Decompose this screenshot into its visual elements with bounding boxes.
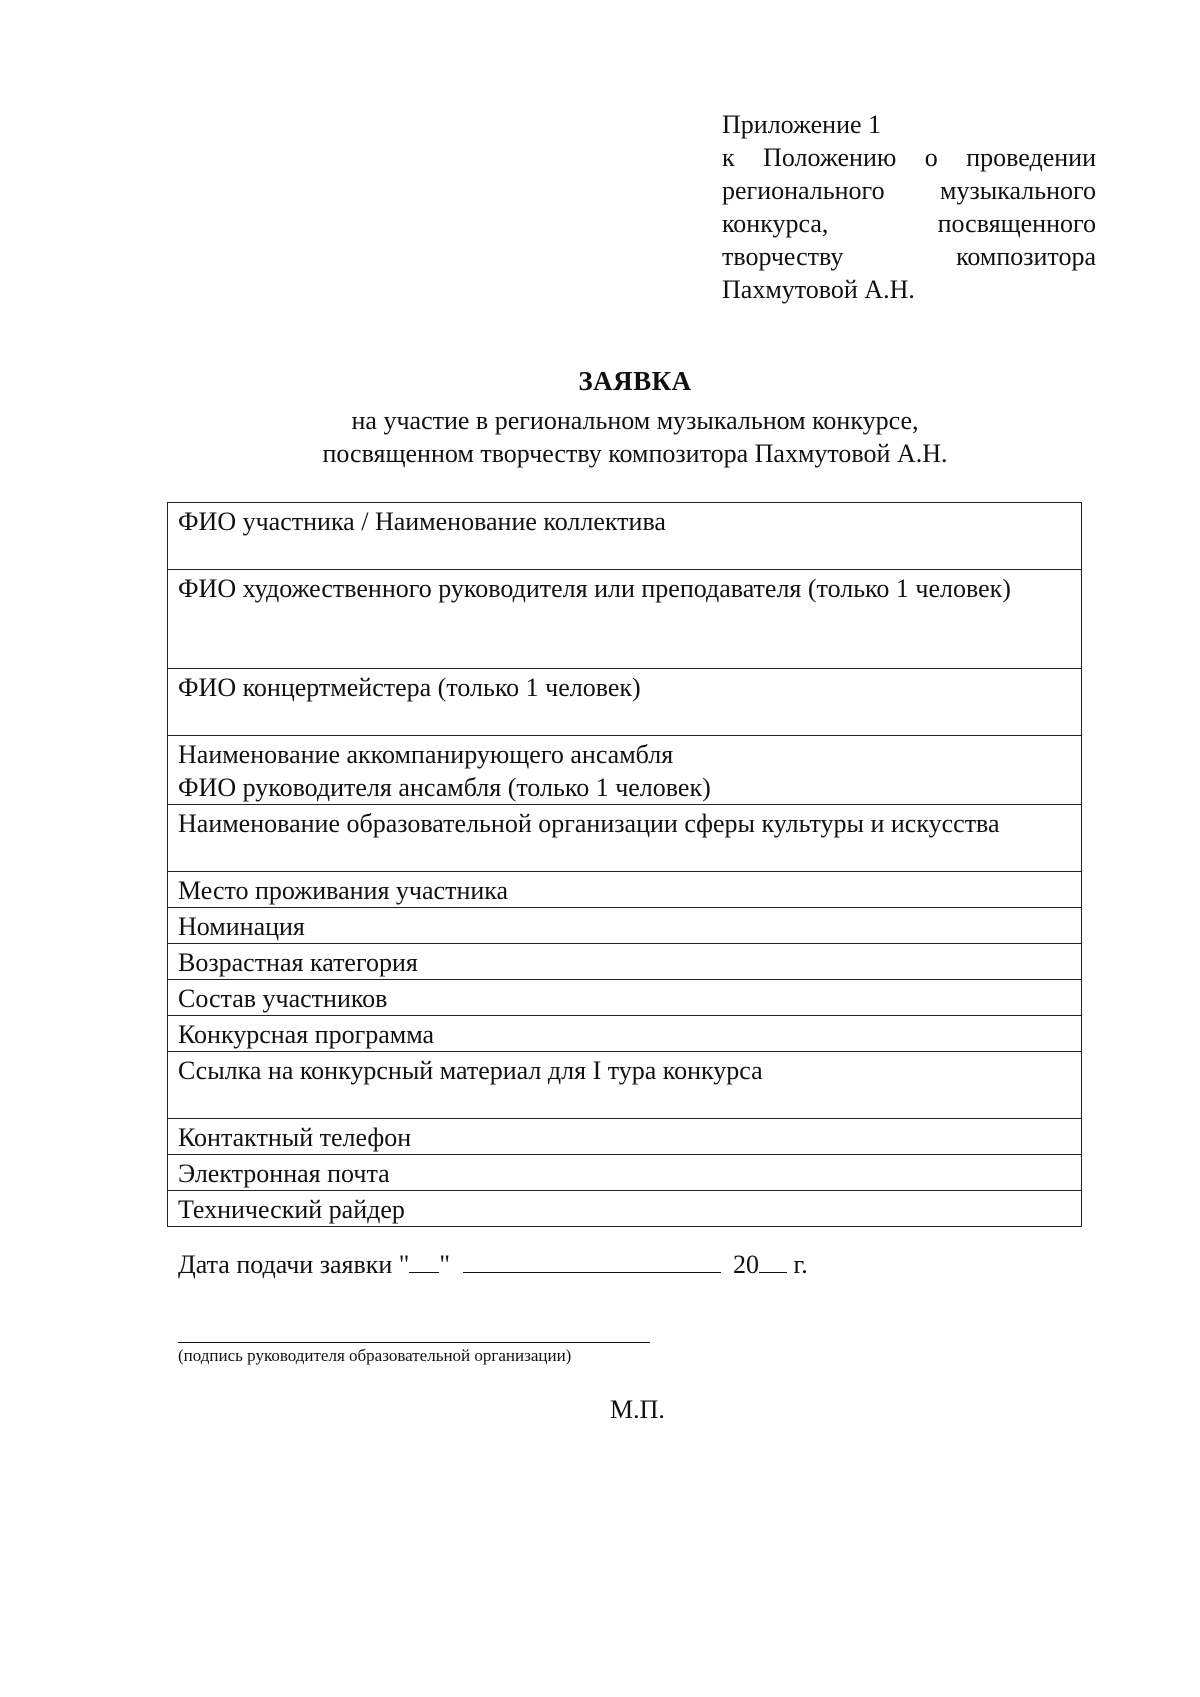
form-field-label: Контактный телефон — [178, 1123, 412, 1152]
form-field-technical-rider[interactable] — [168, 1191, 1082, 1227]
day-blank[interactable] — [409, 1250, 439, 1273]
form-row — [168, 944, 1082, 980]
form-field-residence[interactable] — [168, 872, 1082, 908]
form-field-label: ФИО художественного руководителя или преподавателя (только 1 человек) — [178, 574, 1011, 603]
application-form-table — [167, 502, 1082, 1227]
appendix-word: конкурса, — [722, 209, 829, 238]
form-row — [168, 669, 1082, 736]
form-field-label: Наименование аккомпанирующего ансамбля — [178, 740, 674, 769]
document-subtitle-line-2: посвященном творчеству композитора Пахмутовой А.Н. — [322, 439, 948, 468]
appendix-line-4 — [722, 207, 1096, 240]
signature-caption: (подпись руководителя образовательной организации) — [178, 1346, 572, 1365]
form-field-label: Ссылка на конкурсный материал для I тура конкурса — [178, 1056, 763, 1085]
form-field-phone[interactable] — [168, 1119, 1082, 1155]
year-suffix: г. — [787, 1250, 808, 1279]
form-field-educational-organization[interactable] — [168, 805, 1082, 872]
appendix-word: композитора — [956, 242, 1096, 271]
year-prefix: 20 — [733, 1250, 760, 1279]
appendix-line-3 — [722, 174, 1096, 207]
appendix-number: Приложение 1 — [722, 110, 882, 139]
form-row — [168, 503, 1082, 570]
form-field-label: ФИО руководителя ансамбля (только 1 человек) — [178, 773, 711, 802]
document-title: ЗАЯВКА — [578, 366, 692, 396]
appendix-line-6: Пахмутовой А.Н. — [722, 275, 915, 304]
appendix-line-5 — [722, 240, 1096, 273]
form-field-label: Технический райдер — [178, 1195, 405, 1224]
submission-date-line — [178, 1250, 808, 1280]
form-field-label: Номинация — [178, 912, 305, 941]
form-row — [168, 570, 1082, 669]
form-row — [168, 1191, 1082, 1227]
form-field-art-director[interactable] — [168, 570, 1082, 669]
appendix-header — [722, 108, 1096, 306]
signature-line[interactable] — [178, 1342, 650, 1343]
form-row — [168, 736, 1082, 805]
year-blank[interactable] — [759, 1250, 787, 1273]
form-field-label: Состав участников — [178, 984, 388, 1013]
appendix-word: посвященного — [937, 209, 1096, 238]
form-row — [168, 1016, 1082, 1052]
form-row — [168, 980, 1082, 1016]
form-row — [168, 1052, 1082, 1119]
appendix-line-2 — [722, 141, 1096, 174]
form-field-age-category[interactable] — [168, 944, 1082, 980]
appendix-word: творчеству — [722, 242, 844, 271]
appendix-word: проведении — [966, 143, 1096, 172]
form-field-competition-program[interactable] — [168, 1016, 1082, 1052]
form-row — [168, 1155, 1082, 1191]
form-field-accompanist[interactable] — [168, 669, 1082, 736]
form-field-nomination[interactable] — [168, 908, 1082, 944]
month-blank[interactable] — [463, 1250, 721, 1273]
form-field-label: Возрастная категория — [178, 948, 418, 977]
form-field-label: Наименование образовательной организации сферы культуры и искусства — [178, 809, 1000, 838]
appendix-word: музыкального — [940, 176, 1096, 205]
submission-date-label: Дата подачи заявки " — [178, 1250, 410, 1279]
quote-close: " — [439, 1250, 451, 1279]
form-field-label: ФИО участника / Наименование коллектива — [178, 507, 666, 536]
appendix-word: регионального — [722, 176, 885, 205]
appendix-word: к — [722, 143, 735, 172]
form-field-material-link[interactable] — [168, 1052, 1082, 1119]
form-row — [168, 805, 1082, 872]
form-field-participants-composition[interactable] — [168, 980, 1082, 1016]
form-field-label: Конкурсная программа — [178, 1020, 435, 1049]
appendix-word: Положению — [763, 143, 897, 172]
form-field-participant-name[interactable] — [168, 503, 1082, 570]
form-row — [168, 1119, 1082, 1155]
form-field-ensemble[interactable] — [168, 736, 1082, 805]
form-field-email[interactable] — [168, 1155, 1082, 1191]
form-row — [168, 908, 1082, 944]
form-field-label: Место проживания участника — [178, 876, 509, 905]
appendix-word: о — [924, 143, 938, 172]
form-row — [168, 872, 1082, 908]
form-field-label: Электронная почта — [178, 1159, 390, 1188]
form-field-label: ФИО концертмейстера (только 1 человек) — [178, 673, 641, 702]
document-subtitle-line-1: на участие в региональном музыкальном конкурсе, — [351, 406, 919, 435]
stamp-placeholder: М.П. — [610, 1395, 665, 1424]
